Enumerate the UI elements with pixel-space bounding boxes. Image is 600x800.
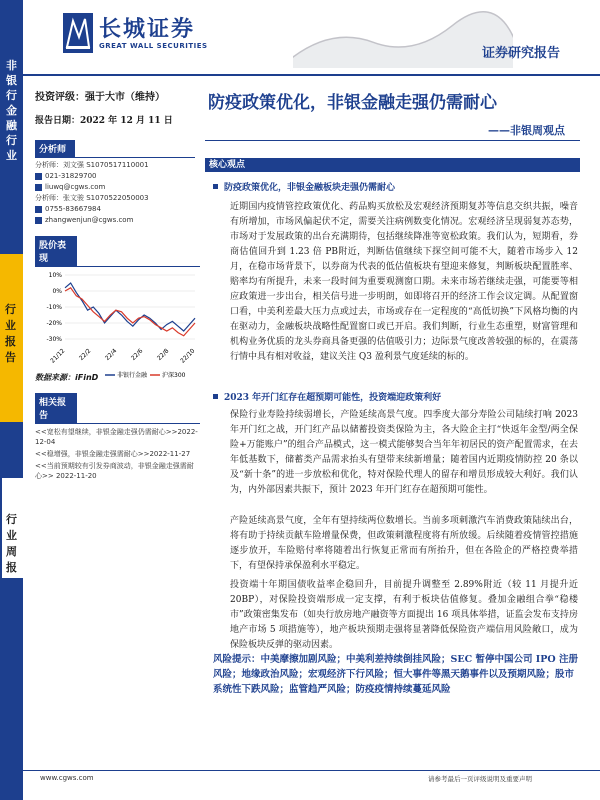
footer-divider [23,770,600,771]
header-divider [23,74,600,76]
analysts-list [35,157,195,226]
y-tick-label: 0% [52,288,62,295]
page-subtitle: ——非银周观点 [488,124,565,137]
x-tick-label: 22/8 [155,347,171,362]
y-tick-label: -20% [46,320,62,327]
logo-cn: 长城证券 [99,17,196,42]
related-item[interactable]: <<稳增强，非银金融走强需耐心>>2022-11-27 [35,450,191,458]
y-tick-label: -30% [46,336,62,343]
analysts-title: 分析师 [35,140,75,157]
bullet-icon [213,184,218,189]
side-white-band [0,478,23,578]
section-paragraph: 近期国内疫情管控政策优化、药品购买放松及宏观经济预期复苏等信息交织共振，噪音有所增加，市场风偏起伏不定，需要关注病例数变化情况。宏观经济呈现弱复苏态势，市场对于发展政策的出台充满期待，包括继续降准等宽松政策。我们认为，短期看，券商估值回升到 1.23 倍 PB附近，判断估值继续下探空间可能不大，随着市场步入 12 月，在稳市场背景下，以券商为代表的低估值板块有望迎来修复，判断板块配置胜率、赔率均有所提升，未来一段时间为重要观测窗口期。未来市场若继续走强，可能要等相应政策进一步出台，相关信号进一步明朗，如即将召开的经济工作会议定调。从配置窗口看，中美利差最大压力点或过去，市场或存在一定程度的“高低切换”下风格均衡的内在驱动力，金融板块战略性配置窗口或已开启。我们判断，行业生态重塑，财富管理和机构业务优质的龙头券商具备更强的估值吸引力；边际景气度改善较强的标的，在震荡行情中具有相对收益，建议关注 Q3 盈利景气度延续的标的。 [230,202,578,362]
legend-label: 非银行金融 [117,372,148,379]
logo-en: GREAT WALL SECURITIES [99,42,208,50]
phone-icon [35,173,42,180]
x-tick-label: 22/4 [103,347,119,362]
related-reports [35,393,200,481]
report-header [23,0,600,78]
great-wall-icon [293,8,513,68]
perf-title: 股价表现 [35,236,77,266]
related-item[interactable]: <<当前预期较有引发券商波动，非银金融走强需耐心>> 2022-11-20 [35,462,194,480]
analyst-line: 分析师：刘文强 S1070517110001 [35,161,149,169]
section-paragraph: 保险行业寿险持续弱增长，产险延续高景气度。四季度大部分寿险公司陆续打响 2023 年开门红之战，开门红产品以储蓄投资类保险为主，各大险企主打“快返年金型/两全保险+万能账户”的组合产品模式，这一模式能够契合当年年初居民的资产配置需求，在去年低基数下，储蓄类产品需求抬头有望带来续新增量；随着国内近期疫情防控 20 条以及“新十条”的进一步放松和优化，特对保险代理人的留存和增员形成较大利好。我们认为，内外部因素共振下，预计 2023 年开门红存在超预期可能性。 [230,410,578,495]
bullet-icon [213,394,218,399]
analyst-email[interactable]: liuwq@cgws.com [35,182,195,193]
performance-chart [35,267,200,387]
report-date: 报告日期：2022 年 12 月 11 日 [35,116,173,126]
section-heading: 2023 年开门红存在超预期可能性，投资端迎政策利好 [213,390,441,403]
legend-label: 沪深300 [162,372,186,379]
phone-icon [35,206,42,213]
stock-performance [35,236,200,386]
related-item[interactable]: <<宽松有望继续，非银金融走强仍需耐心>>2022-12-04 [35,428,198,446]
section-paragraph: 投资端十年期国债收益率企稳回升，目前提升调整至 2.89%附近（较 11 月提升近 20BP），对保险投资端形成一定支撑，有利于板块估值修复。叠加金融组合拳“稳楼市”政策密集发布（如央行放房地产融资等方面提出 16 项具体举措，证监会发布支持房地产市场 5 项措施等），地产板块预期走强将显著降低保险资产端信用风险敞口，成为保险板块反弹的驱动因素。 [230,580,578,650]
left-column [35,82,195,226]
side-text-bottom: 行业周报 [6,513,17,574]
analyst-line: 分析师：张文骏 S1070522050003 [35,194,149,202]
side-text-top: 非银行金融行业 [6,59,17,162]
data-source: 数据来源：iFinD [35,373,99,382]
footer-disclaimer: 请参考最后一页评级说明及重要声明 [428,775,532,783]
page-title: 防疫政策优化，非银金融走强仍需耐心 [208,93,497,113]
side-yellow-band [0,254,23,422]
y-tick-label: 10% [48,272,62,279]
company-logo-icon [63,13,93,53]
side-label-industry [0,54,23,163]
y-tick-label: -10% [46,304,62,311]
x-tick-label: 22/10 [179,347,197,365]
x-tick-label: 21/12 [49,347,67,365]
rating-label: 投资评级：强于大市（维持） [35,92,165,103]
risk-warning: 风险提示：中美摩擦加剧风险；中美利差持续倒挂风险；SEC 暂停中国公司 IPO 注册风险；地缘政治风险；宏观经济下行风险；恒大事件等黑天鹅事件以及预期风险；股市系统性下跌风险；监管趋严风险；防疫疫情持续蔓延风险 [213,654,578,695]
analyst-phone: 021-31829700 [35,171,195,182]
section-heading: 防疫政策优化，非银金融板块走强仍需耐心 [213,180,395,193]
analyst-email[interactable]: zhangwenjun@cgws.com [35,215,195,226]
x-tick-label: 22/6 [129,347,145,362]
side-text-mid: 行业报告 [5,303,16,364]
related-title: 相关报告 [35,393,77,423]
mail-icon [35,217,42,224]
x-tick-label: 22/2 [77,347,93,362]
report-type: 证券研究报告 [481,46,560,61]
series-line [65,288,195,336]
footer-url[interactable]: www.cgws.com [40,774,94,782]
core-view-bar: 核心观点 [205,158,580,172]
analyst-phone: 0755-83667984 [35,204,195,215]
section-paragraph: 产险延续高景气度，全年有望持续两位数增长。当前多项刺激汽车消费政策陆续出台，将有助于持续贡献车险增量保费，但政策刺激程度将有所放缓。后续随着疫情管控措施逐步放开，车险赔付率将随着出行恢复正常而有所抬升，但在各险企的严格控费举措下，有望保持承保盈利水平稳定。 [230,516,578,571]
title-divider [205,140,580,141]
mail-icon [35,184,42,191]
